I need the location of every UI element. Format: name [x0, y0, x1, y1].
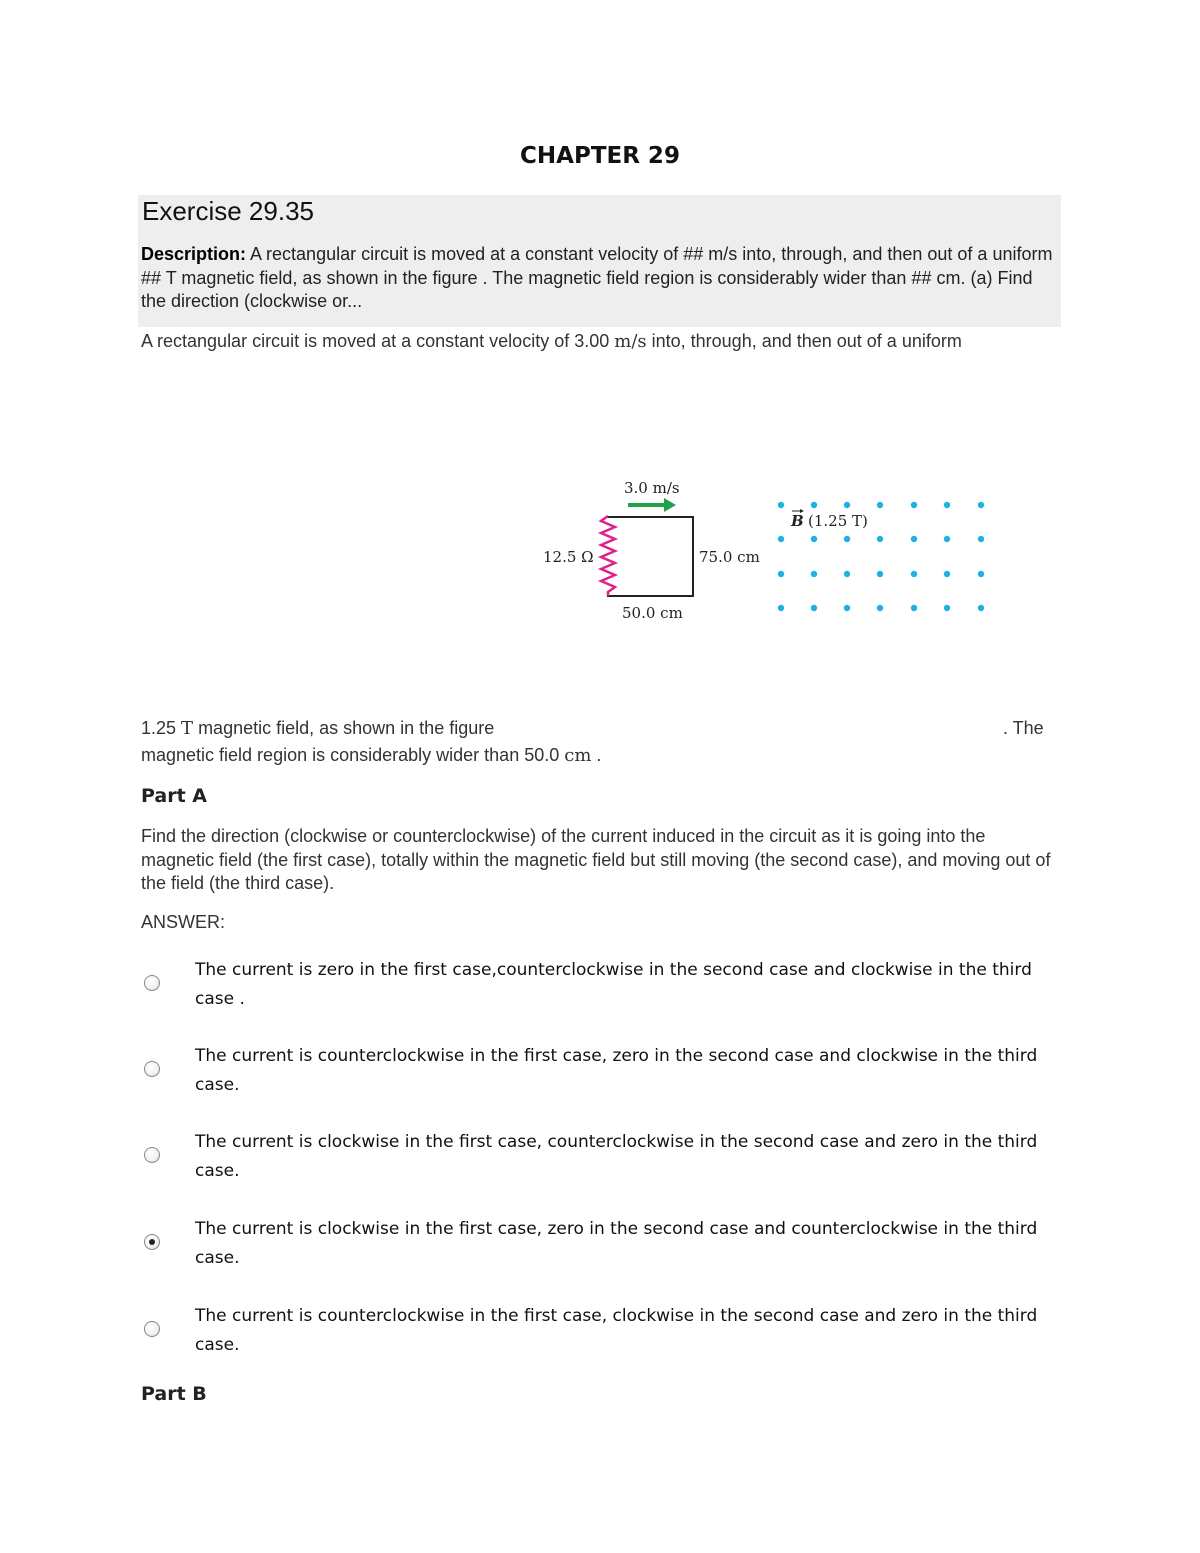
option-4-radio[interactable]	[144, 1234, 160, 1250]
field-unit: T	[181, 718, 194, 739]
problem-line-3-text: magnetic field region is considerably wider than 50.0	[141, 745, 565, 765]
width-unit: cm	[564, 745, 592, 766]
option-2-text: The current is counterclockwise in the first case, zero in the second case and clockwise in the third case.	[195, 1046, 1038, 1095]
velocity-arrow	[628, 498, 676, 512]
problem-line-3-tail: .	[591, 745, 602, 765]
option-5-radio[interactable]	[144, 1321, 160, 1337]
circuit-figure	[530, 470, 1000, 630]
problem-line-2-text: magnetic field, as shown in the figure	[193, 718, 495, 738]
exercise-description	[141, 243, 1056, 314]
problem-line-1-text: A rectangular circuit is moved at a constant velocity of 3.00	[141, 331, 615, 351]
problem-line-2-end: . The	[1003, 718, 1044, 738]
resistor	[601, 516, 615, 596]
description-label: Description:	[141, 244, 247, 264]
part-a-question: Find the direction (clockwise or counterclockwise) of the current induced in the circuit as it is going into the magnetic field (the first case), totally within the magnetic field but still moving (the second case), and moving out of the field (the third case).	[141, 826, 1051, 893]
velocity-unit: m/s	[614, 331, 647, 352]
option-1-radio[interactable]	[144, 975, 160, 991]
chapter-title: CHAPTER 29	[520, 143, 680, 169]
option-3-text: The current is clockwise in the first case, counterclockwise in the second case and zero in the third case.	[195, 1132, 1038, 1181]
field-label	[790, 509, 868, 530]
field-value: (1.25 T)	[808, 512, 868, 530]
field-strength-value: 1.25	[141, 718, 182, 738]
exercise-title: Exercise 29.35	[142, 196, 314, 226]
velocity-label: 3.0 m/s	[624, 479, 680, 497]
width-label: 50.0 cm	[622, 604, 683, 622]
option-2-radio[interactable]	[144, 1061, 160, 1077]
problem-line-3	[141, 745, 601, 766]
field-symbol: B	[791, 512, 804, 530]
height-label: 75.0 cm	[699, 548, 760, 566]
problem-line-2	[141, 718, 494, 739]
part-a-heading: Part A	[141, 785, 208, 807]
part-b-heading: Part B	[141, 1383, 207, 1405]
option-4-text: The current is clockwise in the first case, zero in the second case and counterclockwise in the third case.	[195, 1219, 1038, 1268]
description-text: A rectangular circuit is moved at a constant velocity of ## m/s into, through, and then out of a uniform ## T magnetic field, as shown in the figure . The magnetic field region is considerably wider than ## cm. (a) Find the direction (clockwise or...	[141, 244, 1053, 311]
resistance-label: 12.5 Ω	[543, 548, 594, 566]
circuit-loop	[608, 516, 693, 596]
option-3-radio[interactable]	[144, 1147, 160, 1163]
problem-line-1-tail: into, through, and then out of a uniform	[646, 331, 962, 351]
problem-line-1	[141, 331, 962, 352]
option-5-text: The current is counterclockwise in the first case, clockwise in the second case and zero in the third case.	[195, 1306, 1038, 1355]
answer-label: ANSWER:	[141, 912, 226, 932]
option-1-text: The current is zero in the first case,counterclockwise in the second case and clockwise in the third case .	[195, 960, 1032, 1009]
